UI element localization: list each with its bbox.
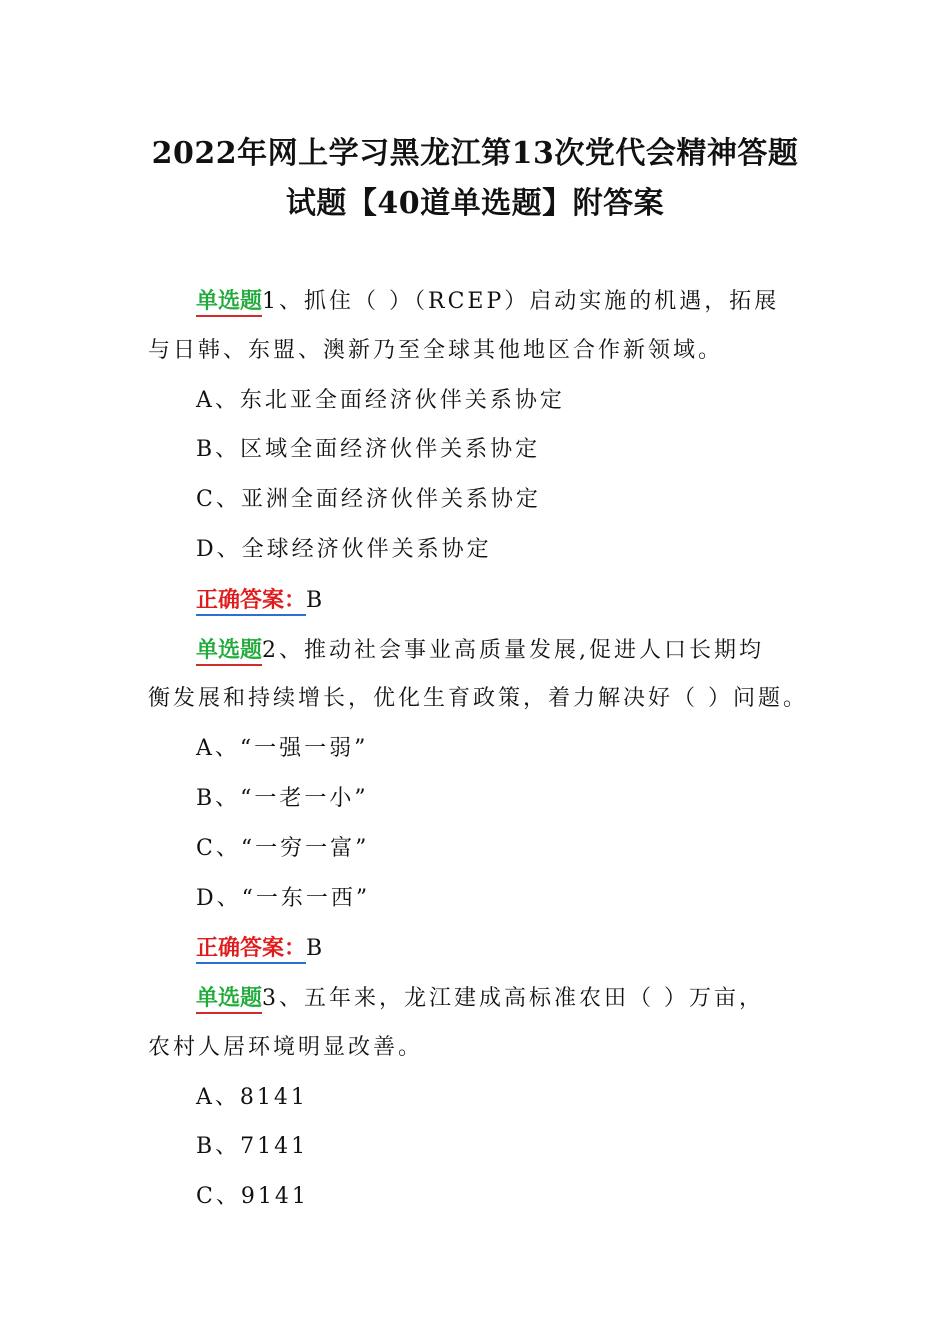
question-1-option-a: A、东北亚全面经济伙伴关系协定 <box>196 388 565 413</box>
question-tag: 单选题 <box>196 985 262 1014</box>
question-2-option-a: A、“一强一弱” <box>196 736 369 761</box>
question-2-answer-value: B <box>306 936 326 961</box>
question-2-stem-line-1: 2、推动社会事业高质量发展,促进人口长期均 <box>262 638 765 663</box>
question-3-stem-line-1: 3、五年来，龙江建成高标准农田（ ）万亩， <box>262 986 765 1011</box>
question-2-option-c: C、“一穷一富” <box>196 836 370 861</box>
question-2-stem <box>196 635 764 666</box>
question-3-option-a: A、8141 <box>196 1085 308 1110</box>
question-1-option-d: D、全球经济伙伴关系协定 <box>196 537 492 562</box>
answer-tag: 正确答案： <box>196 587 306 616</box>
question-1-option-c: C、亚洲全面经济伙伴关系协定 <box>196 487 541 512</box>
question-2-stem-line-2: 衡发展和持续增长，优化生育政策，着力解决好（ ）问题。 <box>148 686 808 711</box>
question-2-option-d: D、“一东一西” <box>196 886 371 911</box>
question-2-option-b: B、“一老一小” <box>196 786 369 811</box>
question-2-answer <box>196 933 325 964</box>
question-1-stem-line-2: 与日韩、东盟、澳新乃至全球其他地区合作新领域。 <box>148 338 724 363</box>
question-1-answer-value: B <box>306 588 326 613</box>
question-1-stem-line-1: 1、抓住（ ）（RCEP）启动实施的机遇，拓展 <box>262 289 780 314</box>
question-tag: 单选题 <box>196 288 262 317</box>
question-1-option-b: B、区域全面经济伙伴关系协定 <box>196 437 541 462</box>
question-1-answer <box>196 585 325 616</box>
document-title-line-2: 试题【40道单选题】附答案 <box>285 186 665 221</box>
answer-tag: 正确答案： <box>196 935 306 964</box>
question-tag: 单选题 <box>196 637 262 666</box>
question-1-stem <box>196 286 779 317</box>
question-3-stem-line-2: 农村人居环境明显改善。 <box>148 1035 424 1060</box>
question-3-stem <box>196 983 764 1014</box>
question-3-option-b: B、7141 <box>196 1134 309 1159</box>
document-title-line-1: 2022年网上学习黑龙江第13次党代会精神答题 <box>151 136 799 171</box>
question-3-option-c: C、9141 <box>196 1184 309 1209</box>
